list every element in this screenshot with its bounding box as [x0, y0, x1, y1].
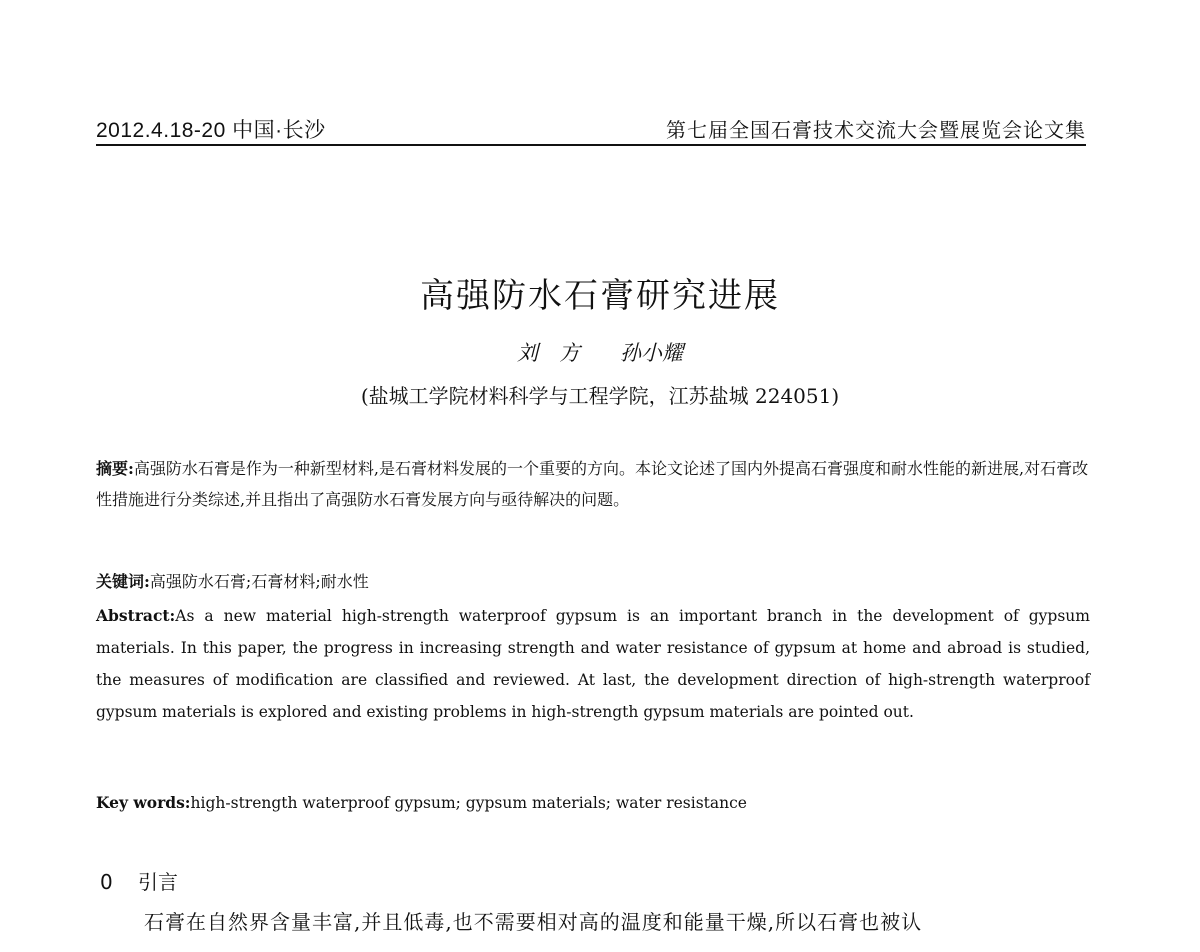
keywords-en-text: high-strength waterproof gypsum; gypsum materials; water resistance: [190, 794, 747, 812]
keywords-zh: [96, 566, 1090, 597]
author-name: 孙小耀: [620, 341, 683, 365]
author-affiliation: (盐城工学院材料科学与工程学院，江苏盐城 224051): [360, 384, 840, 408]
keywords-en-label: Key words:: [96, 793, 191, 812]
keywords-en: [96, 787, 1090, 819]
keywords-zh-text: 高强防水石膏;石膏材料;耐水性: [149, 572, 369, 591]
abstract-en-text: As a new material high-strength waterproof gypsum is an important branch in the development of gypsum materials. In this paper, the progress in increasing strength and water resistance of gypsum at home and abroad is studied, the measures of modification are classified and reviewed. At last, the development direction of high-strength waterproof gypsum materials is explored and existing problems in high-strength gypsum materials are pointed out.: [96, 607, 1090, 721]
author-name: 刘 方: [517, 341, 580, 365]
header-date-location: 2012.4.18-20 中国·长沙: [96, 119, 326, 142]
paper-title: 高强防水石膏研究进展: [420, 276, 780, 316]
abstract-zh: [96, 453, 1090, 515]
abstract-zh-text: 高强防水石膏是作为一种新型材料,是石膏材料发展的一个重要的方向。本论文论述了国内外提高石膏强度和耐水性能的新进展,对石膏改性措施进行分类综述,并且指出了高强防水石膏发展方向与亟待解决的问题。: [96, 459, 1089, 509]
header-proceedings-title: 第七届全国石膏技术交流大会暨展览会论文集: [666, 118, 1086, 142]
author-list: [0, 337, 1200, 367]
section-title: 引言: [138, 870, 178, 894]
running-header: [96, 114, 1086, 146]
abstract-en: [96, 600, 1090, 728]
keywords-zh-label: 关键词:: [96, 572, 150, 591]
section-number: 0: [100, 870, 113, 894]
abstract-zh-label: 摘要:: [96, 459, 134, 478]
section-heading: [100, 866, 178, 895]
abstract-en-label: Abstract:: [96, 606, 176, 625]
body-paragraph: 石膏在自然界含量丰富,并且低毒,也不需要相对高的温度和能量干燥,所以石膏也被认: [144, 910, 923, 934]
